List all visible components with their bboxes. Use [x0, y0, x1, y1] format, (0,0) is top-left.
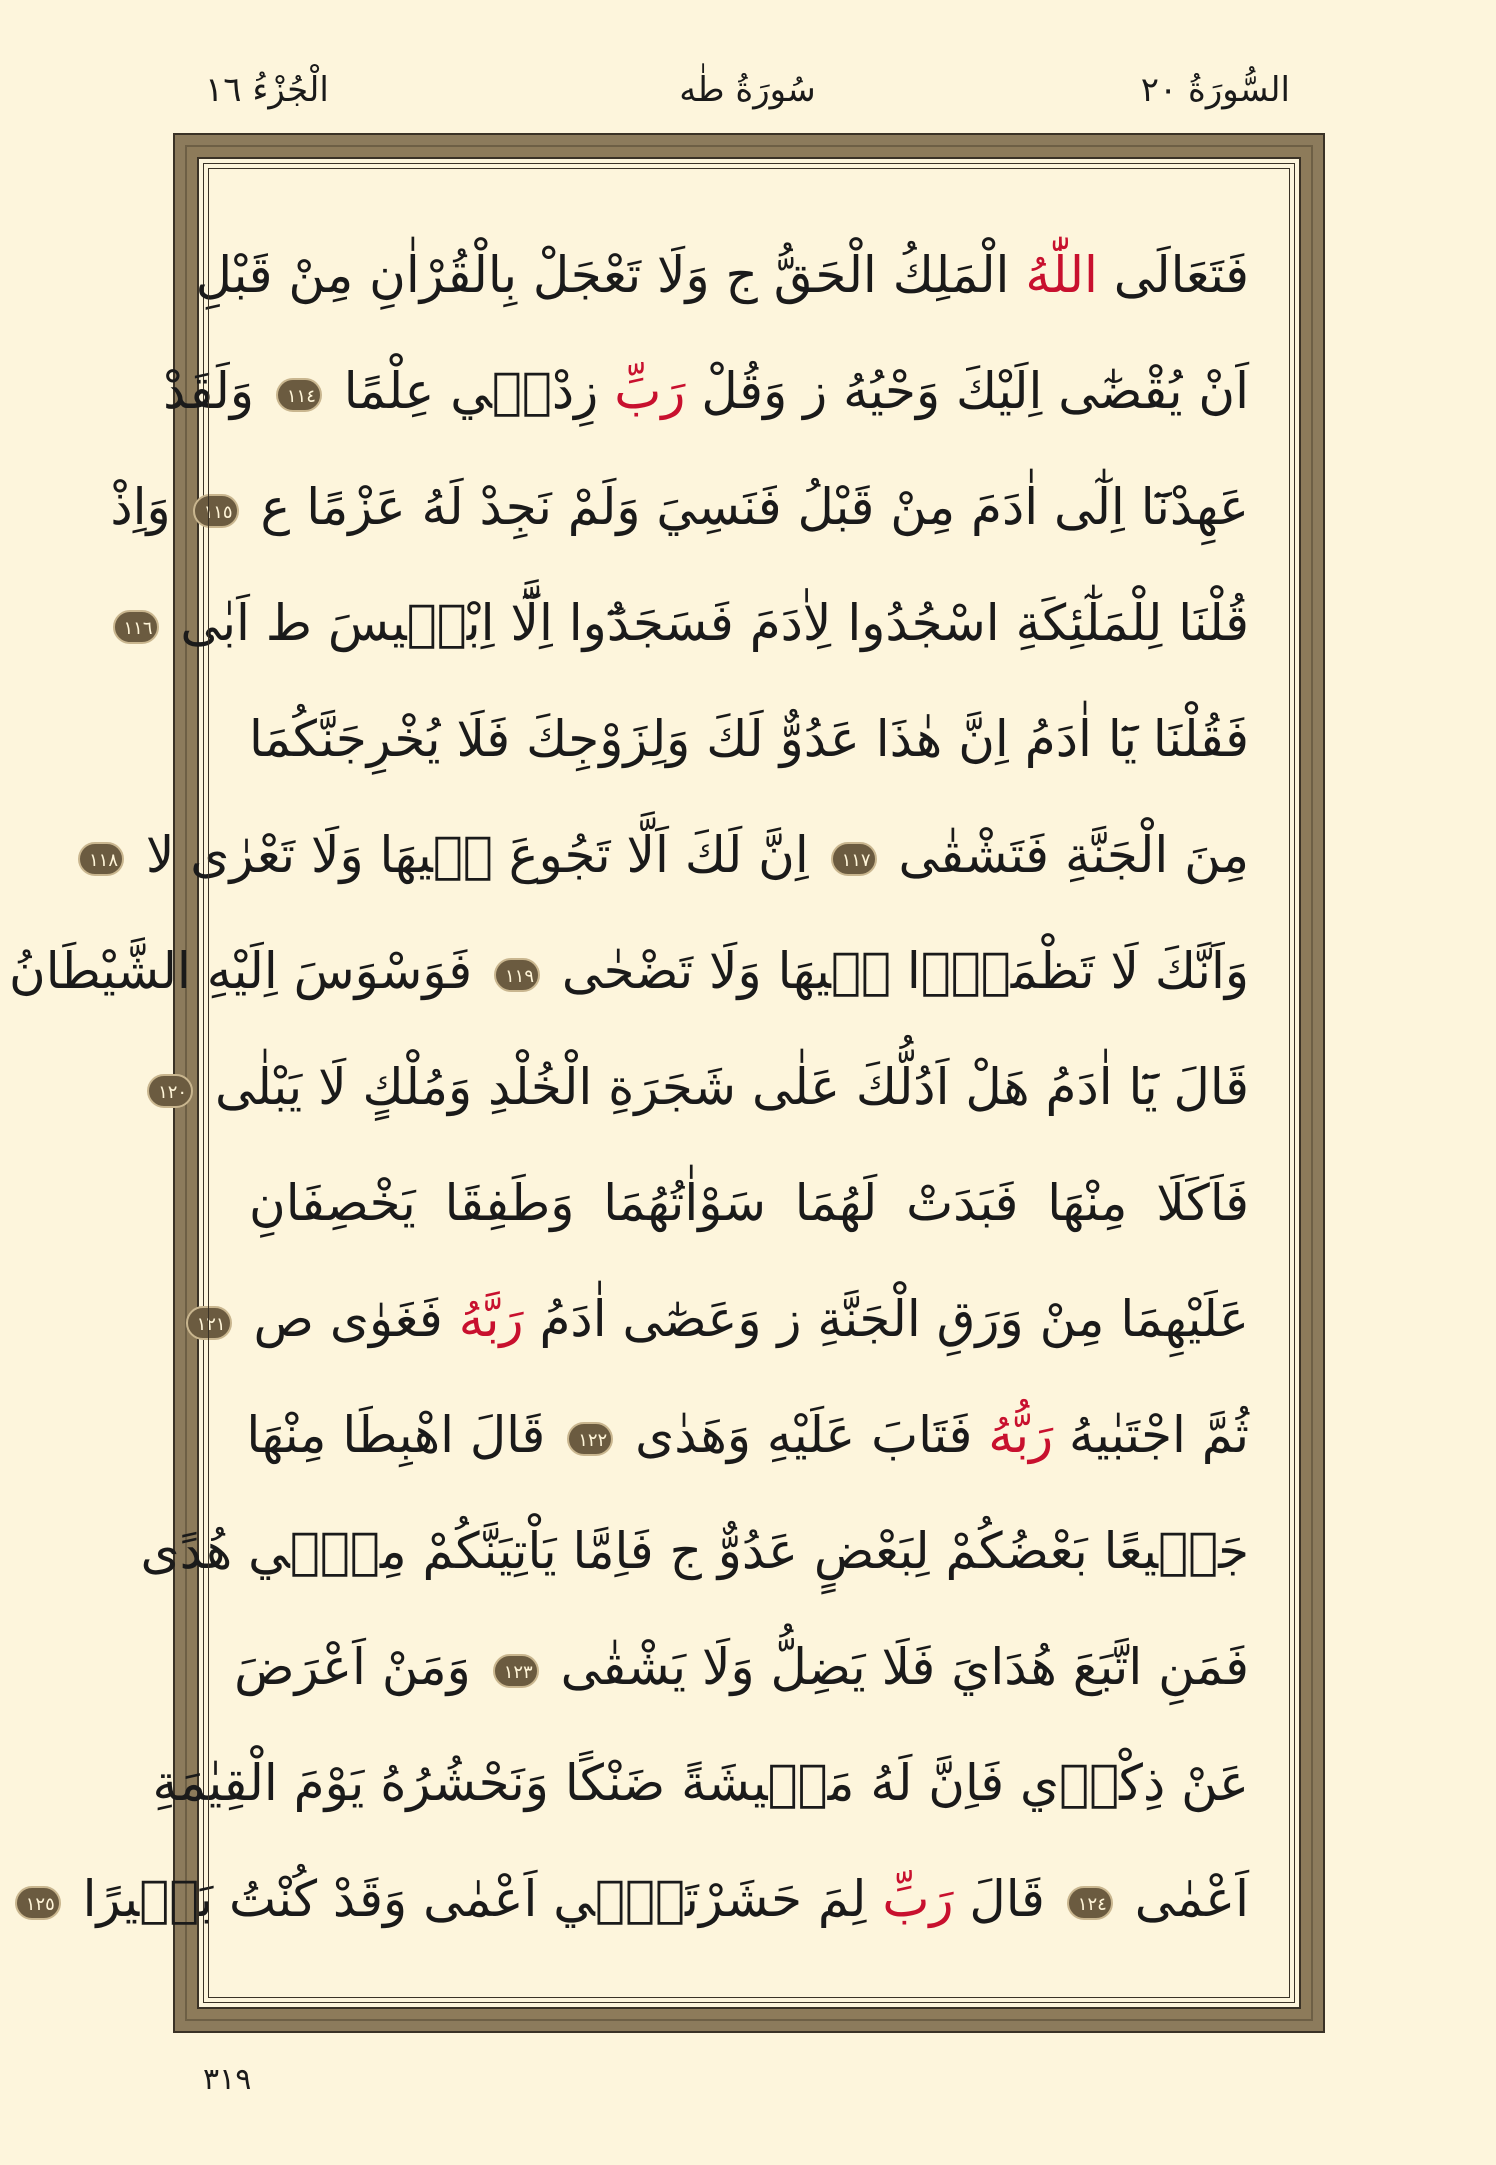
verse-text: زِدْن۪ي عِلْمًا: [327, 362, 615, 420]
verse-text: الْمَلِكُ الْحَقُّ ج وَلَا تَعْجَلْ بِالْقُرْاٰنِ مِنْ قَبْلِ: [195, 246, 1026, 304]
surah-number: السُّورَةُ ٢٠: [1140, 70, 1290, 110]
verse-text: لِمَ حَشَرْتَن۪ٓي اَعْمٰى وَقَدْ كُنْتُ بَص۪يرًا: [66, 1870, 883, 1928]
ayah-number-marker: ١٢٠: [147, 1074, 193, 1108]
verse-text: قَالَ يَٓا اٰدَمُ هَلْ اَدُلُّكَ عَلٰى شَجَرَةِ الْخُلْدِ وَمُلْكٍ لَا يَبْلٰى: [199, 1058, 1249, 1116]
divine-name-text: رَبُّهُ: [988, 1406, 1054, 1464]
text-line: [88, 797, 1249, 913]
ayah-number-marker: ١١٦: [113, 610, 159, 644]
verse-text: قَالَ اهْبِطَا مِنْهَا: [246, 1406, 562, 1464]
verse-text: عَنْ ذِكْر۪ي فَاِنَّ لَهُ مَع۪يشَةً ضَنْكًا وَنَحْشُرُهُ يَوْمَ الْقِيٰمَةِ: [152, 1754, 1249, 1812]
verse-text: وَاِذْ: [110, 478, 187, 536]
verse-text: وَلَقَدْ: [163, 362, 270, 420]
ayah-number-marker: ١٢١: [186, 1306, 232, 1340]
divine-name-text: رَبِّ: [882, 1870, 954, 1928]
text-line: [123, 565, 1249, 681]
text-line: [195, 217, 1249, 333]
page-frame: [9, 133, 1325, 2033]
text-line: [249, 1145, 1249, 1261]
verse-text: فَغَوٰى ص: [237, 1290, 459, 1348]
divine-name-text: اللّٰهُ: [1025, 246, 1098, 304]
ayah-number-marker: ١١٧: [831, 842, 877, 876]
quran-text-body: [9, 217, 1249, 1967]
text-line: [152, 1725, 1249, 1841]
ayah-number-marker: ١٢٣: [493, 1654, 539, 1688]
verse-text: اِنَّ لَكَ اَلَّا تَجُوعَ ف۪يهَا وَلَا تَعْرٰى لا: [130, 826, 825, 884]
ayah-number-marker: ١٢٥: [15, 1886, 61, 1920]
verse-text: اَنْ يُقْضٰٓى اِلَيْكَ وَحْيُهُ ز وَقُلْ: [685, 362, 1249, 420]
verse-text: عَلَيْهِمَا مِنْ وَرَقِ الْجَنَّةِ ز وَعَصٰٓى اٰدَمُ: [523, 1290, 1249, 1348]
text-line: [234, 1609, 1249, 1725]
text-line: [246, 1377, 1249, 1493]
verse-text: فَمَنِ اتَّبَعَ هُدَايَ فَلَا يَضِلُّ وَلَا يَشْقٰى: [544, 1638, 1249, 1696]
verse-text: اَعْمٰى: [1118, 1870, 1249, 1928]
verse-text: ثُمَّ اجْتَبٰيهُ: [1053, 1406, 1249, 1464]
verse-text: فَوَسْوَسَ اِلَيْهِ الشَّيْطَانُ: [9, 942, 489, 1000]
ayah-number-marker: ١١٤: [276, 378, 322, 412]
verse-text: وَاَنَّكَ لَا تَظْمَؤُ۬ا ف۪يهَا وَلَا تَضْحٰى: [546, 942, 1249, 1000]
text-line: [158, 1029, 1249, 1145]
verse-text: عَهِدْنَٓا اِلٰٓى اٰدَمَ مِنْ قَبْلُ فَنَسِيَ وَلَمْ نَجِدْ لَهُ عَزْمًا ع: [244, 478, 1249, 536]
verse-text: فَتَابَ عَلَيْهِ وَهَدٰى: [619, 1406, 989, 1464]
verse-text: فَقُلْنَا يَٓا اٰدَمُ اِنَّ هٰذَا عَدُوٌّ لَكَ وَلِزَوْجِكَ فَلَا يُخْرِجَنَّكُمَا: [249, 710, 1249, 768]
verse-text: قَالَ: [953, 1870, 1061, 1928]
verse-text: جَم۪يعًا بَعْضُكُمْ لِبَعْضٍ عَدُوٌّ ج فَاِمَّا يَاْتِيَنَّكُمْ مِنّ۪ي هُدًى: [140, 1522, 1249, 1580]
juz-number: الْجُزْءُ ١٦: [205, 70, 329, 110]
ayah-number-marker: ١١٥: [193, 494, 239, 528]
verse-text: فَتَعَالَى: [1097, 246, 1249, 304]
divine-name-text: رَبِّ: [614, 362, 686, 420]
text-line: [25, 1841, 1249, 1957]
text-line: [9, 913, 1249, 1029]
verse-text: فَاَكَلَا مِنْهَا فَبَدَتْ لَهُمَا سَوْاٰتُهُمَا وَطَفِقَا يَخْصِفَانِ: [249, 1174, 1249, 1232]
ayah-number-marker: ١١٨: [78, 842, 124, 876]
text-line: [110, 449, 1249, 565]
text-panel: [9, 157, 1301, 2009]
verse-text: وَمَنْ اَعْرَضَ: [234, 1638, 487, 1696]
ayah-number-marker: ١١٩: [494, 958, 540, 992]
page-header: [205, 70, 1290, 120]
ayah-number-marker: ١٢٢: [567, 1422, 613, 1456]
text-line: [163, 333, 1249, 449]
ayah-number-marker: ١٢٤: [1067, 1886, 1113, 1920]
text-line: [196, 1261, 1249, 1377]
surah-name: سُورَةُ طٰه: [679, 70, 816, 110]
text-line: [249, 681, 1249, 797]
text-line: [140, 1493, 1249, 1609]
verse-text: قُلْنَا لِلْمَلٰٓئِكَةِ اسْجُدُوا لِاٰدَمَ فَسَجَدُٓوا اِلَّٓا اِبْل۪يسَ ط اَبٰى: [164, 594, 1249, 652]
page-number: ٣١٩: [203, 2062, 252, 2097]
divine-name-text: رَبَّهُ: [458, 1290, 524, 1348]
verse-text: مِنَ الْجَنَّةِ فَتَشْقٰى: [882, 826, 1249, 884]
